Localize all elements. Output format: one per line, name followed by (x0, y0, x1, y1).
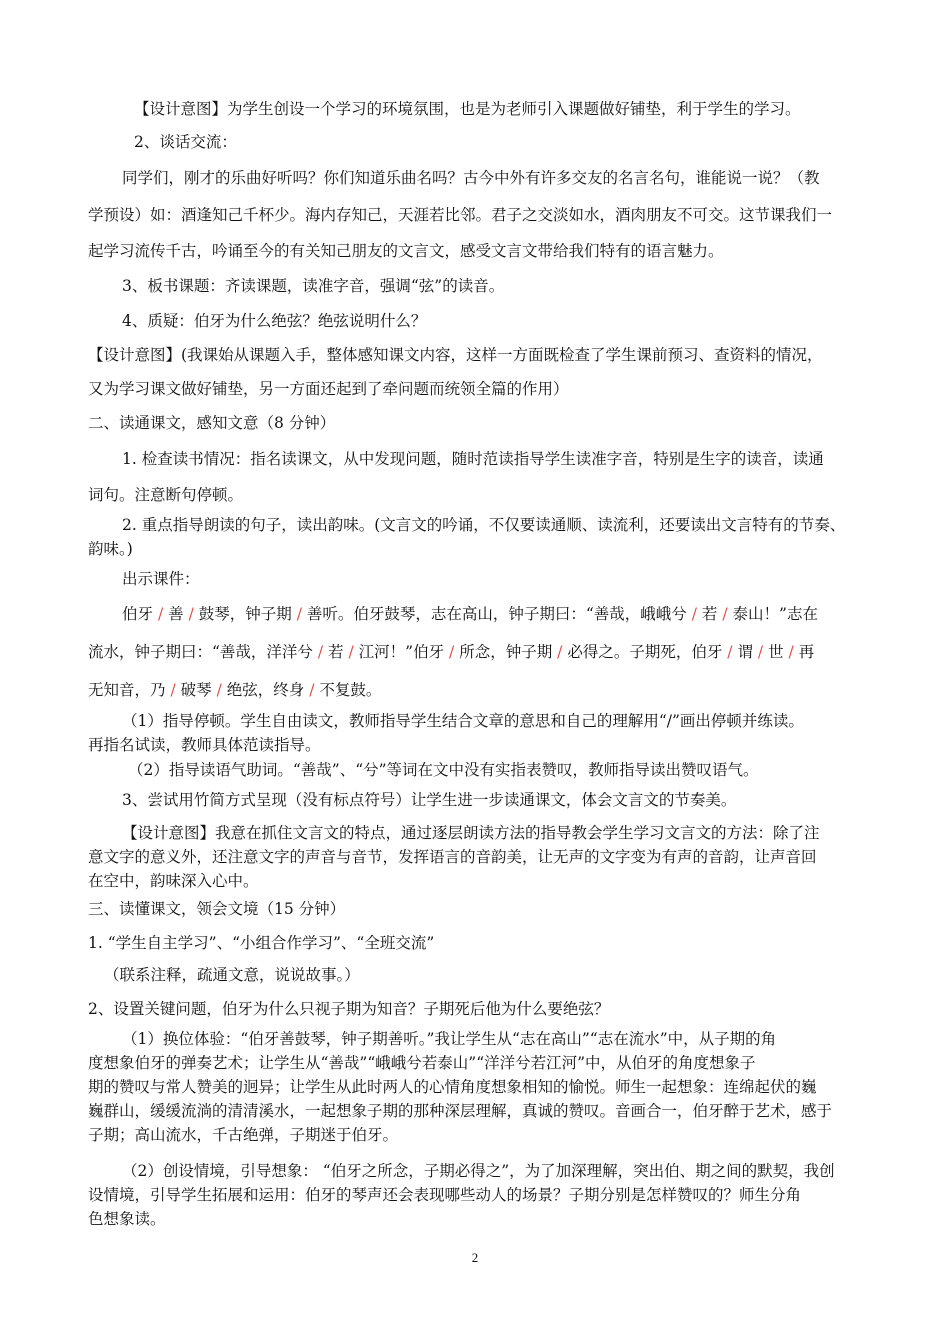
text-segment: 谓 (737, 643, 753, 661)
design-intent-1: 【设计意图】为学生创设一个学习的环境氛围，也是为老师引入课题做好铺垫，利于学生的学习。 (134, 100, 801, 118)
paragraph-line: 2. 重点指导朗读的句子，读出韵味。(文言文的吟诵，不仅要读通顺、读流利，还要读出文言特有的节奏、 (122, 516, 846, 534)
paragraph-line: 1. “学生自主学习”、“小组合作学习”、“全班交流” (88, 934, 435, 952)
text-segment: 伯牙 (122, 605, 154, 623)
text-segment: 再 (798, 643, 815, 661)
paragraph-line: 起学习流传千古，吟诵至今的有关知己朋友的文言文，感受文言文带给我们特有的语言魅力。 (88, 242, 724, 260)
pause-slash: / (788, 643, 794, 661)
paragraph-line: 色想象读。 (88, 1210, 166, 1228)
pause-slash: / (722, 605, 728, 623)
classical-text-line (88, 641, 864, 663)
classical-text-line (88, 679, 864, 701)
paragraph-line: （2）指导读语气助词。“善哉”、“兮”等词在文中没有实指表赞叹，教师指导读出赞叹语气。 (128, 761, 759, 779)
paragraph-line: 度想象伯牙的弹奏艺术；让学生从“善哉”“峨峨兮若泰山”“洋洋兮若江河”中，从伯牙的角度想象子 (88, 1054, 756, 1072)
classical-text-line (122, 603, 898, 625)
paragraph-line: （1）换位体验：“伯牙善鼓琴，钟子期善听。”我让学生从“志在高山”“志在流水”中，从子期的角 (122, 1030, 777, 1048)
paragraph-line: 词句。注意断句停顿。 (88, 486, 244, 504)
text-segment: 流水，钟子期曰：“善哉，洋洋兮 (88, 643, 313, 661)
text-segment: 不复鼓。 (319, 681, 382, 699)
text-segment: 善听。伯牙鼓琴，志在高山，钟子期曰：“善哉，峨峨兮 (306, 605, 687, 623)
design-intent-2: 【设计意图】(我课始从课题入手，整体感知课文内容，这样一方面既检查了学生课前预习、查资料的情况， (88, 346, 823, 364)
text-segment: 所念，钟子期 (459, 643, 553, 661)
text-segment: 若 (701, 605, 718, 623)
section-title-board: 3、板书课题：齐读课题，读准字音，强调“弦”的读音。 (122, 277, 505, 295)
heading-part-two: 二、读通课文，感知文意（8 分钟） (88, 414, 336, 432)
pause-slash: / (691, 605, 697, 623)
text-segment: 必得之。子期死，伯牙 (567, 643, 723, 661)
pause-slash: / (348, 643, 354, 661)
paragraph-line: 又为学习课文做好铺垫，另一方面还起到了牵问题而统领全篇的作用） (88, 380, 569, 398)
paragraph-line: 2、设置关键问题，伯牙为什么只视子期为知音？子期死后他为什么要绝弦？ (88, 1000, 610, 1018)
text-segment: 善 (168, 605, 184, 623)
paragraph-line: 设情境，引导学生拓展和运用：伯牙的琴声还会表现哪些动人的场景？子期分别是怎样赞叹的？师生分角 (88, 1186, 802, 1204)
pause-slash: / (317, 643, 324, 661)
text-segment: 破琴 (180, 681, 212, 699)
text-segment: 鼓琴，钟子期 (198, 605, 292, 623)
pause-slash: / (309, 681, 315, 699)
pause-slash: / (449, 643, 455, 661)
paragraph-line: 意文字的意义外，还注意文字的声音与音节，发挥语言的音韵美，让无声的文字变为有声的音韵，让声音回 (88, 848, 817, 866)
paragraph-line: （联系注释，疏通文意，说说故事。） (104, 966, 360, 984)
paragraph-line: 再指名试读，教师具体范读指导。 (88, 736, 321, 754)
pause-slash: / (557, 643, 563, 661)
text-segment: 无知音，乃 (88, 681, 166, 699)
paragraph-line: 期的赞叹与常人赞美的迥异；让学生从此时两人的心情角度想象相知的愉悦。师生一起想象：连绵起伏的巍 (88, 1078, 817, 1096)
paragraph-line: 巍群山，缓缓流淌的清清溪水，一起想象子期的那种深层理解，真诚的赞叹。音画合一，伯牙醉于艺术，感于 (88, 1102, 833, 1120)
paragraph-line: （1）指导停顿。学生自由读文，教师指导学生结合文章的意思和自己的理解用“/”画出停顿并练读。 (122, 712, 804, 730)
paragraph-line: 3、尝试用竹简方式呈现（没有标点符号）让学生进一步读通课文，体会文言文的节奏美。 (122, 791, 737, 809)
pause-slash: / (296, 605, 302, 623)
pause-slash: / (757, 643, 764, 661)
paragraph-line: 子期；高山流水，千古绝弹，子期迷于伯牙。 (88, 1126, 399, 1144)
section-question: 4、质疑：伯牙为什么绝弦？绝弦说明什么？ (122, 312, 427, 330)
pause-slash: / (188, 605, 194, 623)
text-segment: 泰山！”志在 (732, 605, 818, 623)
pause-slash: / (216, 681, 222, 699)
page-number: 2 (471, 1250, 479, 1265)
paragraph-line: （2）创设情境，引导想象： “伯牙之所念，子期必得之”，为了加深理解，突出伯、期之间的默契，我创 (122, 1162, 835, 1180)
heading-part-three: 三、读懂课文，领会文境（15 分钟） (88, 900, 346, 918)
paragraph-line: 学预设）如：酒逢知己千杯少。海内存知己，天涯若比邻。君子之交淡如水，酒肉朋友不可交。这节课我们一 (88, 206, 833, 224)
paragraph-line: 同学们，刚才的乐曲好听吗？你们知道乐曲名吗？古今中外有许多交友的名言名句，谁能说一说？（教 (122, 169, 820, 187)
text-segment: 若 (328, 643, 344, 661)
section-talk: 2、谈话交流： (134, 133, 237, 151)
text-segment: 江河！”伯牙 (358, 643, 445, 661)
paragraph-line: 韵味。) (88, 540, 133, 558)
courseware-label: 出示课件： (122, 570, 200, 588)
paragraph-line: 在空中，韵味深入心中。 (88, 872, 259, 890)
pause-slash: / (727, 643, 733, 661)
pause-slash: / (170, 681, 176, 699)
text-segment: 世 (768, 643, 784, 661)
pause-slash: / (157, 605, 164, 623)
text-segment: 绝弦，终身 (226, 681, 305, 699)
design-intent-3: 【设计意图】我意在抓住文言文的特点，通过逐层朗读方法的指导教会学生学习文言文的方法：除了注 (122, 824, 820, 842)
paragraph-line: 1. 检查读书情况：指名读课文，从中发现问题，随时范读指导学生读准字音，特别是生字的读音，读通 (122, 450, 824, 468)
